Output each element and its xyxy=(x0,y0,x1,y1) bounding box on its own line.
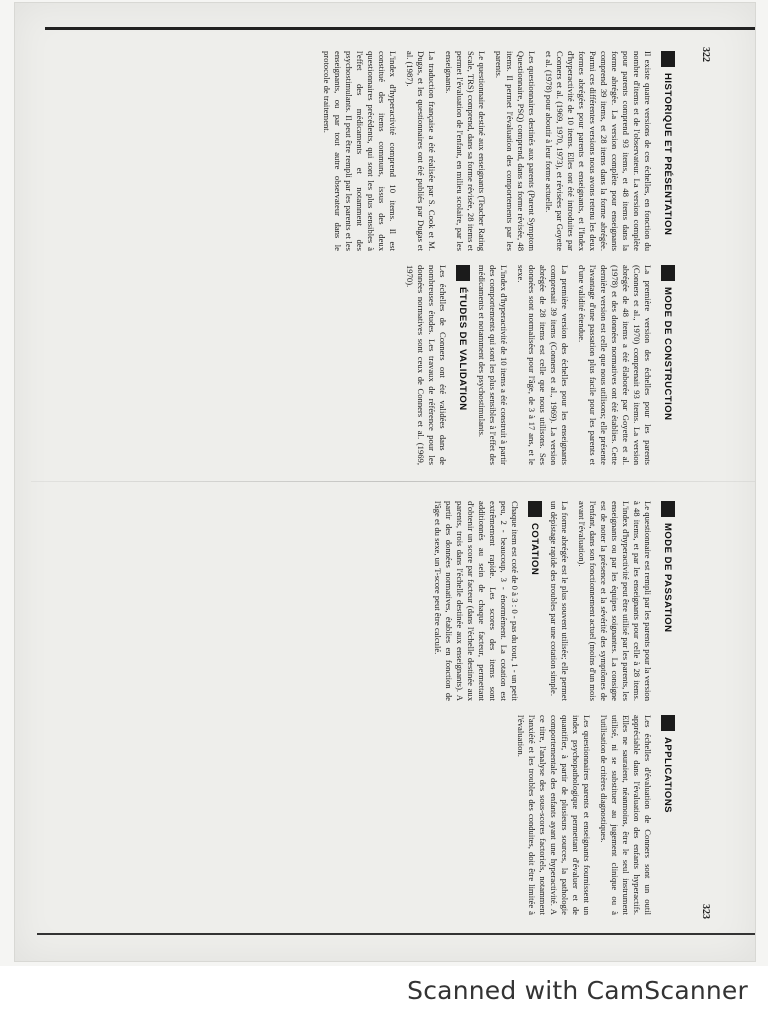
paragraph: La traduction française a été réalisée par S. Cook et M. Dugas, et les questionnaires ont été publiés par Dugas et al. (1987). xyxy=(405,51,437,251)
paragraph: Les questionnaires destinés aux parents (Parent Symptom Questionnaire, PSQ) comprend, dans sa forme révisée, 48 items. Il permet l'évaluation des comportements par les parents. xyxy=(494,51,537,251)
paragraph: La forme abrégée est le plus souvent utilisée; elle permet un dépistage rapide des troubles par une cotation simple. xyxy=(549,501,570,701)
column-applications xyxy=(99,715,679,915)
column-construction xyxy=(99,265,679,465)
column-historique xyxy=(99,51,679,251)
section-marker-icon xyxy=(661,501,675,517)
section-header-historique xyxy=(661,51,675,251)
paragraph: Le questionnaire est rempli par les parents pour la version à 48 items, et par les enseignants pour celle à 28 items. L'index d'hyperactivité peut être utilisé par les parents, les enseignants ou par les équipes soignantes. La consigne est de noter la présence et la sévérité des symptômes de l'enfant, dans son fonctionnement actuel (moins d'un mois avant l'évaluation). xyxy=(577,501,653,701)
section-header-passation xyxy=(661,501,675,701)
paragraph: Il existe quatre versions de ces échelles, en fonction du nombre d'items et de l'observateur. La version complète pour parents comprend 93 items, et 48 items dans la forme abrégée. La version complète pour enseignants comprend 39 items, et 28 items dans la forme abrégée. Parmi ces différentes versions nous avons retenu les deux formes abrégées pour parents et enseignants, et l'Index d'hyperactivité de 10 items. Elles ont été introduites par Conners et al. (1969, 1970, 1973), et révisées par Goyette et al. (1978) pour aboutir à leur forme actuelle. xyxy=(544,51,653,251)
scanner-footer xyxy=(0,966,768,1024)
scanner-watermark-text: Scanned with CamScanner xyxy=(407,976,748,1005)
section-marker-icon xyxy=(528,501,542,517)
page-number-left: 322 xyxy=(700,47,711,62)
scanned-page xyxy=(14,2,756,962)
paragraph: La première version des échelles pour les parents (Conners et al., 1970) comprenait 93 items. La version abrégée de 48 items a été élaborée par Goyette et al. (1978) et des données normatives ont été établies. Cette dernière version est celle que nous utilisons; elle présente l'avantage d'une passation plus facile pour les parents et d'une validité étendue. xyxy=(577,265,653,465)
bottom-edge-line xyxy=(37,933,756,935)
page-number-right: 323 xyxy=(700,904,711,919)
page-left xyxy=(79,43,719,473)
paragraph: L'index d'hyperactivité de 10 items a été construit à partir des comportements qui sont les plus sensibles à l'effet des médicaments et notamment des psychostimulants. xyxy=(477,265,509,465)
paragraph: L'index d'hyperactivité comprend 10 items. Il est constitué des items communs, issus des deux questionnaires précédents, qui sont les plus sensibles à l'effet des médicaments et notamment des psychostimulants. Il peut être rempli par les parents et les enseignants, ou par tout autre observateur dans le protocole de traitement. xyxy=(322,51,398,251)
section-header-validation xyxy=(456,265,470,465)
section-title-historique: HISTORIQUE ET PRÉSENTATION xyxy=(662,73,674,236)
paragraph: Le questionnaire destiné aux enseignants (Teacher Rating Scale, TRS) comprend, dans sa forme révisée, 28 items et permet l'évaluation de l'enfant, en milieu scolaire, par les enseignants. xyxy=(444,51,487,251)
section-header-construction xyxy=(661,265,675,465)
section-header-applications xyxy=(661,715,675,915)
section-title-cotation: COTATION xyxy=(529,523,541,576)
page-right xyxy=(79,493,719,923)
paragraph: Les échelles de Conners ont été validées dans de nombreuses études. Les travaux de référence pour les données normatives sont ceux de Conners et al. (1969, 1970). xyxy=(405,265,448,465)
section-marker-icon xyxy=(661,51,675,67)
section-header-cotation xyxy=(528,501,542,701)
paragraph: Chaque item est coté de 0 à 3 : 0 - pas du tout, 1 - un petit peu, 2 - beaucoup, 3 - énormément. La cotation est extrêmement rapide. Les scores des items sont additionnés au sein de chaque facteur, permettant d'obtenir un score par facteur (dans l'échelle destinée aux parents, trois dans l'échelle destinée aux enseignants). A partir des données normatives, établies en fonction de l'âge et du sexe, un T-score peut être calculé. xyxy=(433,501,520,701)
rotated-book-spread xyxy=(79,43,719,923)
paragraph: La première version des échelles pour les enseignants comprenait 39 items (Conners et al., 1969). La version abrégée de 28 items est celle que nous utilisons. Ses données sont normalisées pour l'âge, de 3 à 17 ans, et le sexe. xyxy=(516,265,570,465)
paragraph: Les échelles d'évaluation de Conners sont un outil appréciable dans l'évaluation des enfants hyperactifs. Elles ne sauraient, néanmoins, être le seul instrument utilisé, ni se substituer au jugement clinique ou à l'utilisation de critères diagnostiques. xyxy=(599,715,653,915)
section-title-passation: MODE DE PASSATION xyxy=(662,523,674,633)
top-edge-line xyxy=(45,27,756,30)
section-marker-icon xyxy=(661,265,675,281)
section-title-validation: ÉTUDES DE VALIDATION xyxy=(457,287,469,411)
section-marker-icon xyxy=(456,265,470,281)
column-passation xyxy=(99,501,679,701)
section-title-applications: APPLICATIONS xyxy=(662,737,674,814)
section-title-construction: MODE DE CONSTRUCTION xyxy=(662,287,674,421)
paragraph: Les questionnaires parents et enseignants fournissent un index psychopathologique permettant d'évaluer et de quantifier, à partir de plusieurs sources, la pathologie comportementale des enfants ayant une hyperactivité. A ce titre, l'analyse des sous-scores factoriels, notamment l'anxiété et les troubles des conduites, doit être limitée à l'évaluation. xyxy=(516,715,592,915)
section-marker-icon xyxy=(661,715,675,731)
